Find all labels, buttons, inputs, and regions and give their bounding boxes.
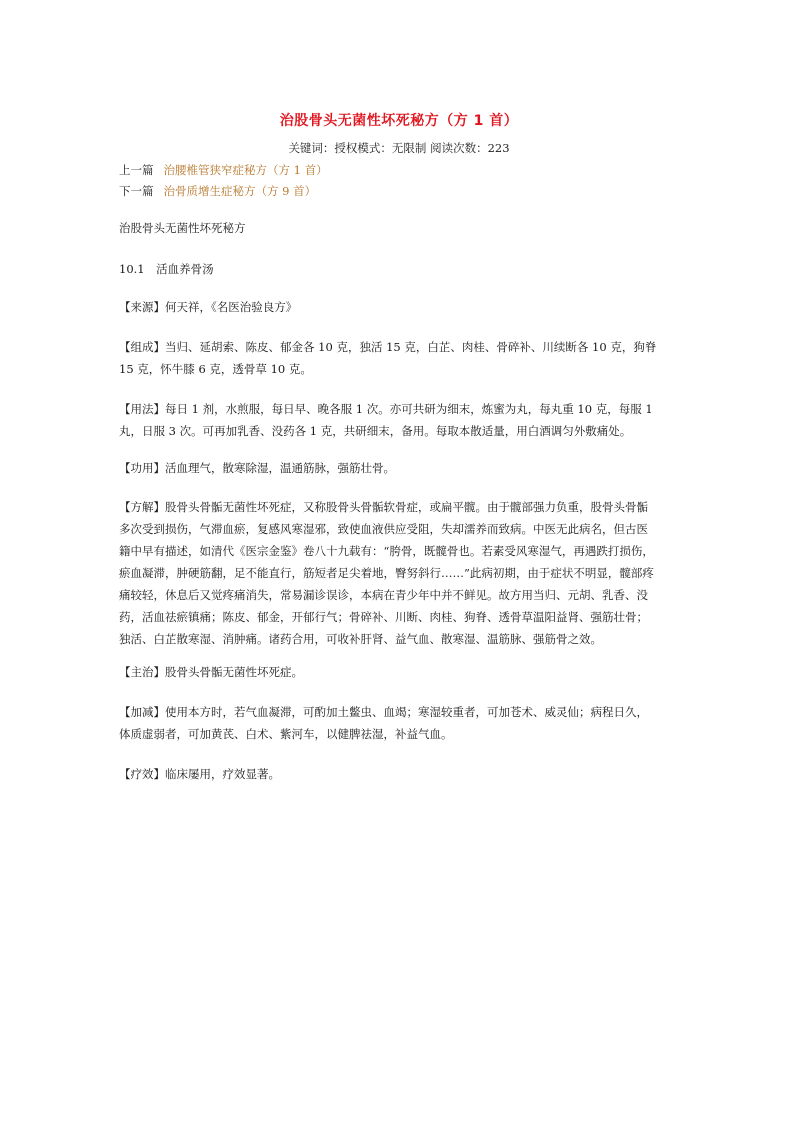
composition-line-2: 15 克，怀牛膝 6 克，透骨草 10 克。 <box>119 362 312 376</box>
next-label: 下一篇 <box>119 184 154 198</box>
section-usage <box>119 398 679 442</box>
explain-tag: 【方解】 <box>119 500 165 514</box>
composition-line-1: 当归、延胡索、陈皮、郁金各 10 克，独活 15 克，白芷、肉桂、骨碎补、川续断各 10 克，狗脊 <box>165 340 657 354</box>
section-composition <box>119 336 679 380</box>
modify-tag: 【加减】 <box>119 705 165 719</box>
section-source <box>119 296 679 318</box>
article-meta: 关键词：授权模式：无限制 阅读次数：223 <box>288 141 510 155</box>
source-tag: 【来源】 <box>119 300 165 314</box>
indication-tag: 【主治】 <box>119 665 165 679</box>
explain-line-2: 多次受到损伤，气滞血瘀，复感风寒湿邪，致使血液供应受阻，失却濡养而致病。中医无此病名，但古医 <box>119 522 648 536</box>
section-modification <box>119 701 679 745</box>
efficacy-text: 临床屡用，疗效显著。 <box>165 767 280 781</box>
explain-line-7: 独活、白芷散寒湿、消肿痛。诸药合用，可收补肝肾、益气血、散寒湿、温筋脉、强筋骨之效。 <box>119 632 602 646</box>
next-article-link[interactable]: 治骨质增生症秘方（方 9 首） <box>163 184 317 198</box>
modify-line-1: 使用本方时，若气血凝滞，可酌加土鳖虫、血竭；寒湿较重者，可加苍术、威灵仙；病程日久， <box>165 705 648 719</box>
content-heading: 治股骨头无菌性坏死秘方 <box>119 221 246 235</box>
section-explanation <box>119 496 679 650</box>
effect-tag: 【功用】 <box>119 461 165 475</box>
indication-text: 股骨头骨骺无菌性坏死症。 <box>165 665 303 679</box>
modify-line-2: 体质虚弱者，可加黄芪、白术、紫河车，以健脾祛湿，补益气血。 <box>119 727 453 741</box>
prev-label: 上一篇 <box>119 163 154 177</box>
explain-line-6: 药，活血祛瘀镇痛；陈皮、郁金，开郁行气；骨碎补、川断、肉桂、狗脊、透骨草温阳益肾、强筋壮骨； <box>119 610 648 624</box>
section-indication <box>119 661 679 683</box>
section-effect <box>119 457 679 479</box>
composition-tag: 【组成】 <box>119 340 165 354</box>
explain-line-1: 股骨头骨骺无菌性坏死症，又称股骨头骨骺软骨症，或扁平髋。由于髋部强力负重，股骨头骨骺 <box>165 500 648 514</box>
content-subheading: 10.1 活血养骨汤 <box>119 262 214 276</box>
section-efficacy <box>119 763 679 785</box>
prev-article-nav <box>119 162 328 178</box>
explain-line-3: 籍中早有描述，如清代《医宗金鉴》卷八十九载有：“胯骨，既髋骨也。若素受风寒湿气，再遇跌打损伤， <box>119 544 654 558</box>
usage-tag: 【用法】 <box>119 402 165 416</box>
page-title: 治股骨头无菌性坏死秘方（方 1 首） <box>279 113 519 129</box>
effect-text: 活血理气，散寒除湿，温通筋脉，强筋壮骨。 <box>165 461 395 475</box>
usage-line-1: 每日 1 剂，水煎服，每日早、晚各服 1 次。亦可共研为细末，炼蜜为丸，每丸重 10 克，每服 1 <box>165 402 653 416</box>
next-article-nav <box>119 183 316 199</box>
explain-line-4: 瘀血凝滞，肿硬筋翻，足不能直行，筋短者足尖着地，臀努斜行……”此病初期，由于症状不明显，髋部疼 <box>119 566 654 580</box>
efficacy-tag: 【疗效】 <box>119 767 165 781</box>
usage-line-2: 丸，日服 3 次。可再加乳香、没药各 1 克，共研细末，备用。每取本散适量，用白酒调匀外敷痛处。 <box>119 424 632 438</box>
prev-article-link[interactable]: 治腰椎管狭窄症秘方（方 1 首） <box>163 163 328 177</box>
source-text: 何天祥，《名医治验良方》 <box>165 300 298 314</box>
explain-line-5: 痛较轻，休息后又觉疼痛消失，常易漏诊误诊，本病在青少年中并不鲜见。故方用当归、元胡、乳香、没 <box>119 588 648 602</box>
